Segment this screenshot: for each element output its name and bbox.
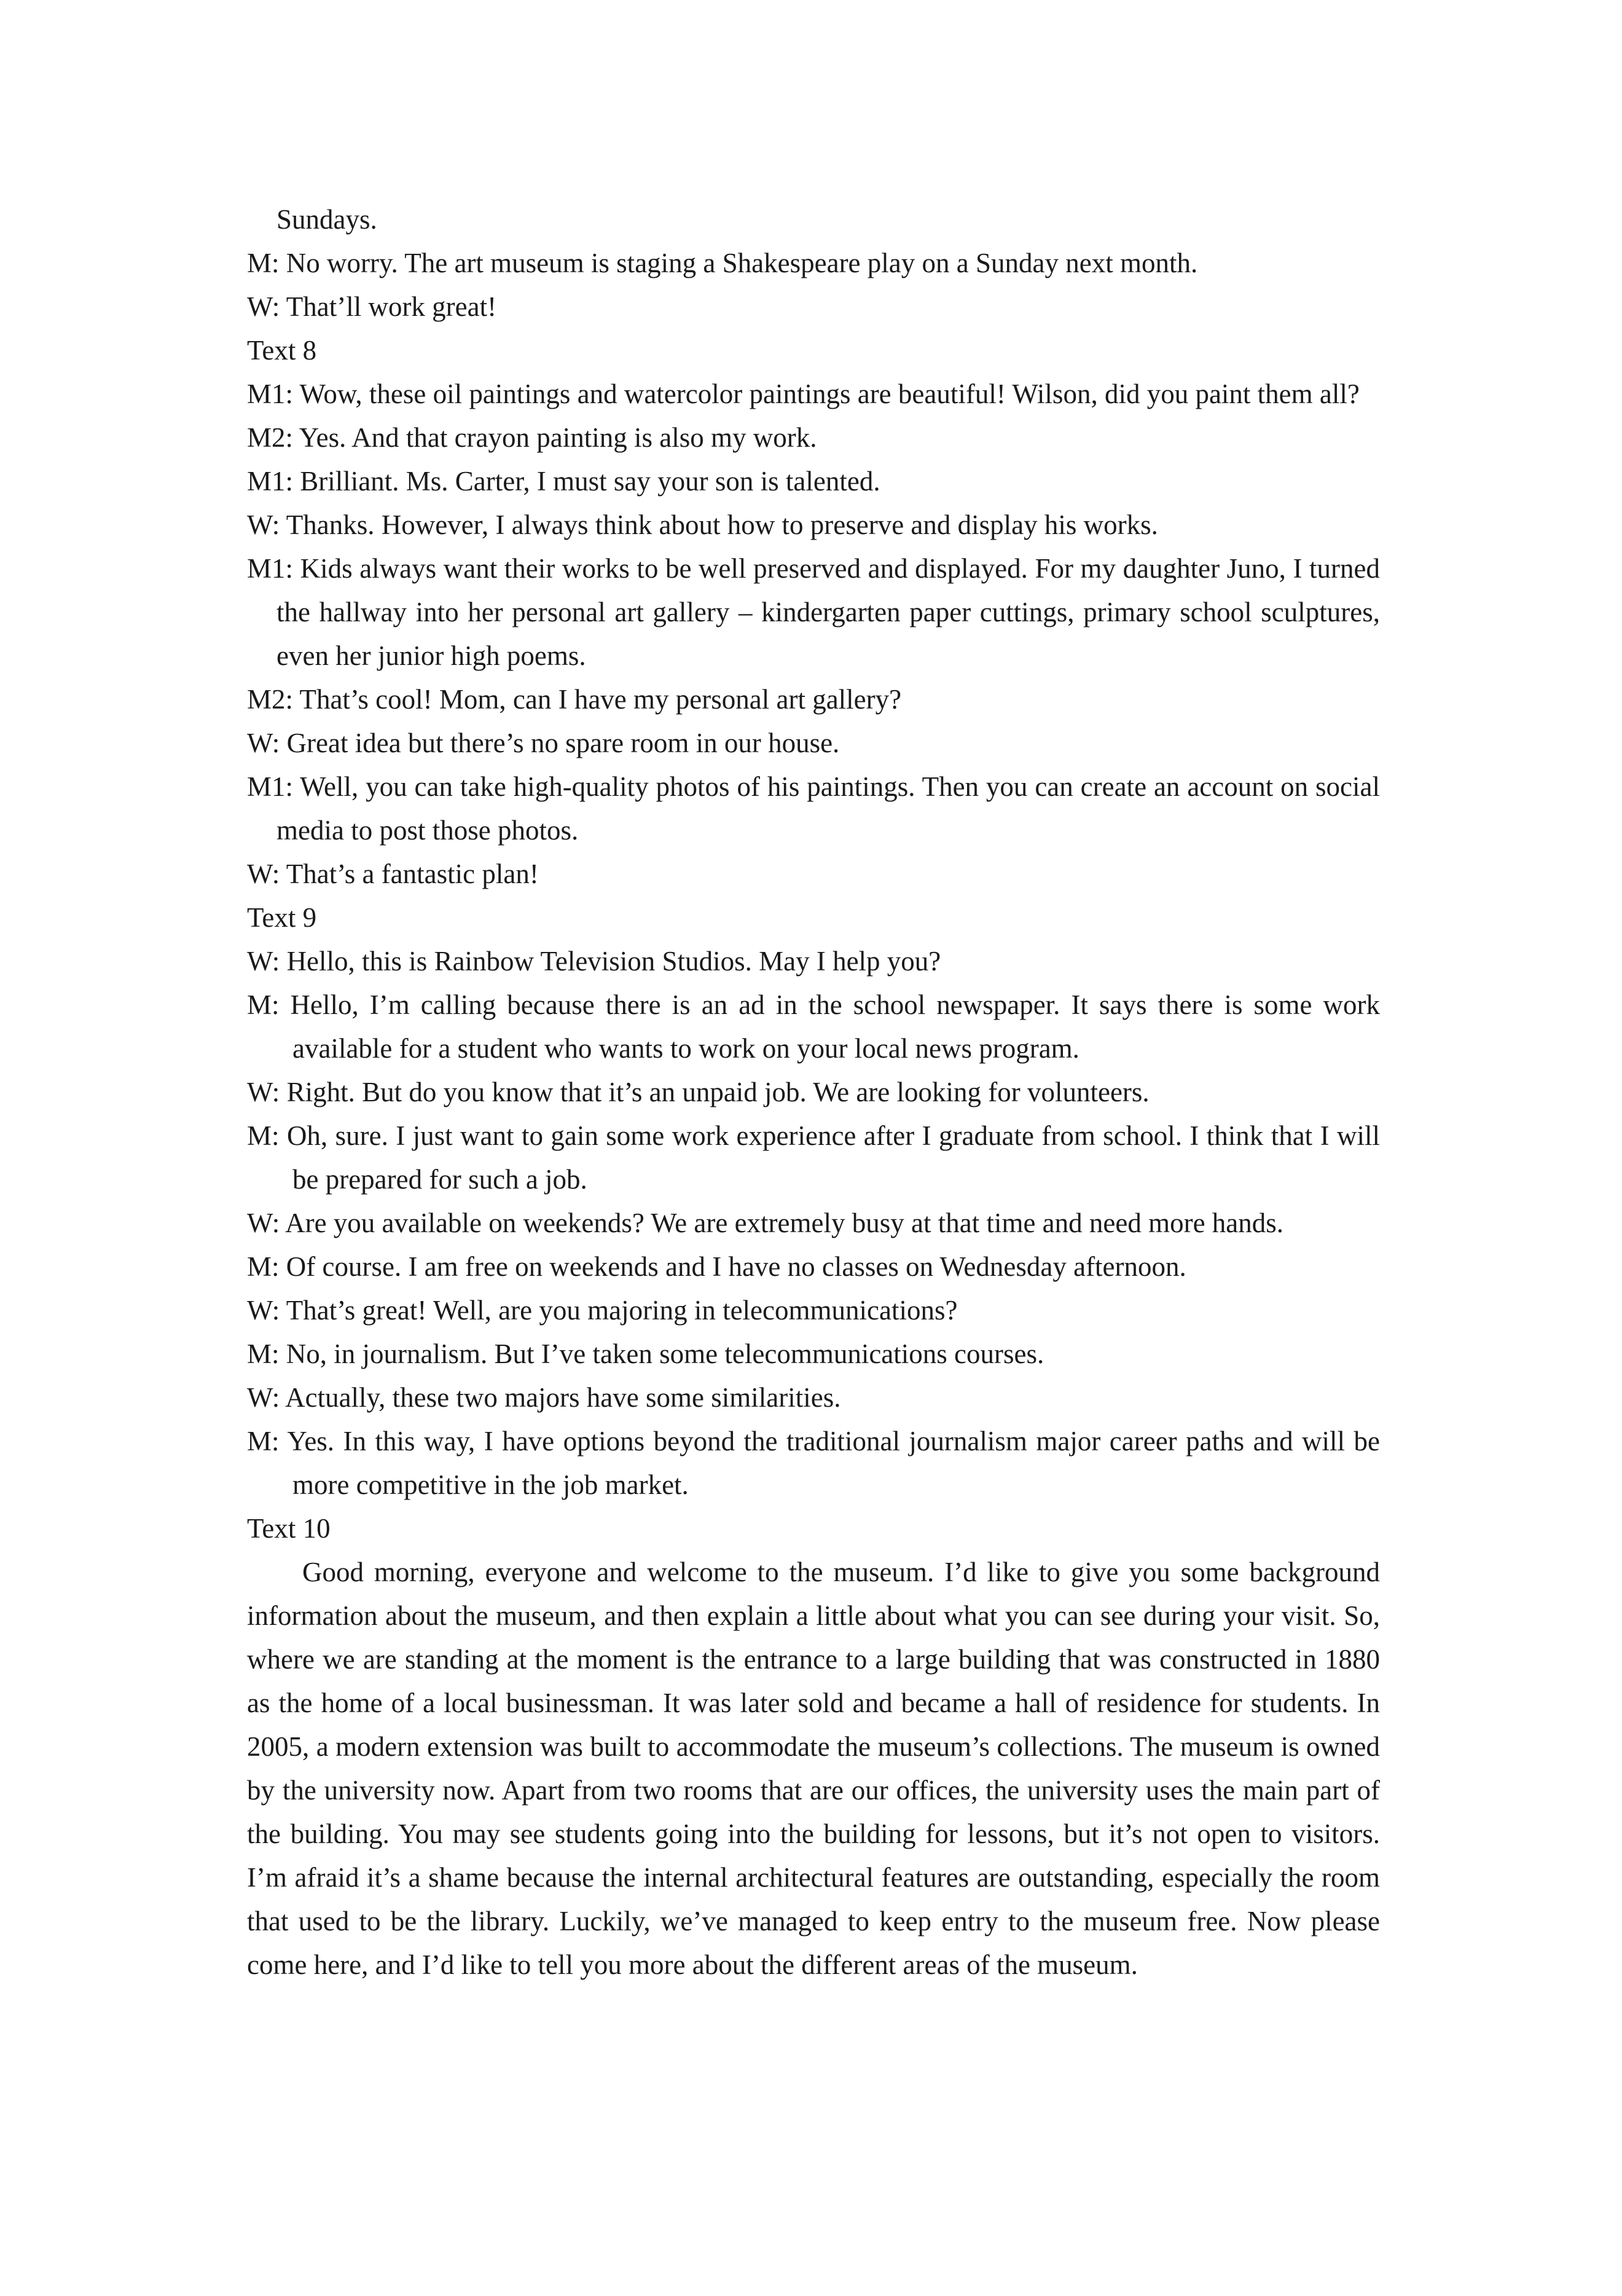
- dialogue-line: [247, 285, 1380, 329]
- dialogue-line: [247, 372, 1380, 416]
- speaker-label: M2:: [247, 422, 294, 453]
- utterance: No, in journalism. But I’ve taken some telecommunications courses.: [286, 1339, 1044, 1369]
- dialogue-line: [247, 721, 1380, 765]
- dialogue-line: [247, 678, 1380, 721]
- speaker-label: M1:: [247, 466, 294, 497]
- section-heading-text-8: Text 8: [247, 335, 317, 366]
- dialogue-line: [247, 1201, 1380, 1245]
- speaker-label: W:: [247, 946, 280, 977]
- speaker-label: M1:: [247, 553, 294, 584]
- utterance: Hello, this is Rainbow Television Studios. May I help you?: [286, 946, 941, 977]
- section-heading-text-10: Text 10: [247, 1513, 331, 1544]
- utterance: Brilliant. Ms. Carter, I must say your son is talented.: [300, 466, 880, 497]
- dialogue-line: [247, 242, 1380, 285]
- transcript-page: [247, 198, 1380, 1987]
- speaker-label: M1:: [247, 379, 294, 409]
- dialogue-line: [247, 1114, 1380, 1201]
- speaker-label: M:: [247, 248, 280, 278]
- speaker-label: M:: [247, 989, 280, 1020]
- speaker-label: W:: [247, 1208, 280, 1238]
- utterance: That’s great! Well, are you majoring in telecommunications?: [286, 1295, 958, 1326]
- speaker-label: W:: [247, 1295, 280, 1326]
- utterance: Great idea but there’s no spare room in our house.: [286, 728, 840, 758]
- dialogue-line: [247, 1289, 1380, 1332]
- dialogue-line: [247, 416, 1380, 460]
- speaker-label: M:: [247, 1339, 280, 1369]
- utterance: Wow, these oil paintings and watercolor paintings are beautiful! Wilson, did you paint them all?: [299, 379, 1360, 409]
- utterance: Kids always want their works to be well preserved and displayed. For my daughter Juno, I turned the hallway into her personal art gallery – kindergarten paper cuttings, primary school sculptures, even her junior high poems.: [276, 553, 1381, 671]
- speaker-label: W:: [247, 728, 280, 758]
- dialogue-line: [247, 1071, 1380, 1114]
- speaker-label: W:: [247, 1077, 280, 1107]
- speaker-label: W:: [247, 1382, 280, 1413]
- dialogue-line: [247, 1376, 1380, 1420]
- utterance: Thanks. However, I always think about how to preserve and display his works.: [286, 509, 1158, 540]
- speaker-label: M1:: [247, 771, 294, 802]
- utterance: Yes. And that crayon painting is also my work.: [299, 422, 817, 453]
- continuation-line: Sundays.: [276, 204, 377, 235]
- utterance: Yes. In this way, I have options beyond the traditional journalism major career paths and will be more competitive in the job market.: [287, 1426, 1380, 1500]
- speaker-label: W:: [247, 291, 280, 322]
- dialogue-line: [247, 852, 1380, 896]
- dialogue-line: [247, 1245, 1380, 1289]
- utterance: Hello, I’m calling because there is an ad in the school newspaper. It says there is some work available for a student who wants to work on your local news program.: [290, 989, 1380, 1064]
- utterance: Oh, sure. I just want to gain some work experience after I graduate from school. I think that I will be prepared for such a job.: [286, 1120, 1381, 1195]
- utterance: Of course. I am free on weekends and I have no classes on Wednesday afternoon.: [286, 1251, 1186, 1282]
- utterance: Well, you can take high-quality photos of his paintings. Then you can create an account on social media to post those photos.: [276, 771, 1380, 846]
- dialogue-line: [247, 460, 1380, 503]
- speaker-label: W:: [247, 859, 280, 889]
- dialogue-line: [247, 765, 1380, 852]
- utterance: That’ll work great!: [286, 291, 497, 322]
- dialogue-line: [247, 940, 1380, 983]
- dialogue-line: [247, 1420, 1380, 1507]
- dialogue-line: [247, 983, 1380, 1071]
- dialogue-line: [247, 503, 1380, 547]
- utterance: No worry. The art museum is staging a Shakespeare play on a Sunday next month.: [286, 248, 1198, 278]
- speaker-label: W:: [247, 509, 280, 540]
- dialogue-line: [247, 1332, 1380, 1376]
- utterance: Actually, these two majors have some similarities.: [285, 1382, 841, 1413]
- dialogue-line: [247, 547, 1380, 678]
- utterance: That’s a fantastic plan!: [286, 859, 539, 889]
- section-heading-text-9: Text 9: [247, 902, 317, 933]
- speaker-label: M:: [247, 1426, 280, 1457]
- utterance: Right. But do you know that it’s an unpaid job. We are looking for volunteers.: [286, 1077, 1150, 1107]
- utterance: Are you available on weekends? We are extremely busy at that time and need more hands.: [285, 1208, 1284, 1238]
- speaker-label: M:: [247, 1120, 280, 1151]
- utterance: That’s cool! Mom, can I have my personal art gallery?: [299, 684, 902, 715]
- speaker-label: M:: [247, 1251, 280, 1282]
- speaker-label: M2:: [247, 684, 294, 715]
- monologue-paragraph: Good morning, everyone and welcome to the museum. I’d like to give you some background information about the museum, and then explain a little about what you can see during your visit. So, where we are standing at the moment is the entrance to a large building that was constructed in 1880 as the home of a local businessman. It was later sold and became a hall of residence for students. In 2005, a modern extension was built to accommodate the museum’s collections. The museum is owned by the university now. Apart from two rooms that are our offices, the university uses the main part of the building. You may see students going into the building for lessons, but it’s not open to visitors. I’m afraid it’s a shame because the internal architectural features are outstanding, especially the room that used to be the library. Luckily, we’ve managed to keep entry to the museum free. Now please come here, and I’d like to tell you more about the different areas of the museum.: [247, 1557, 1380, 1980]
